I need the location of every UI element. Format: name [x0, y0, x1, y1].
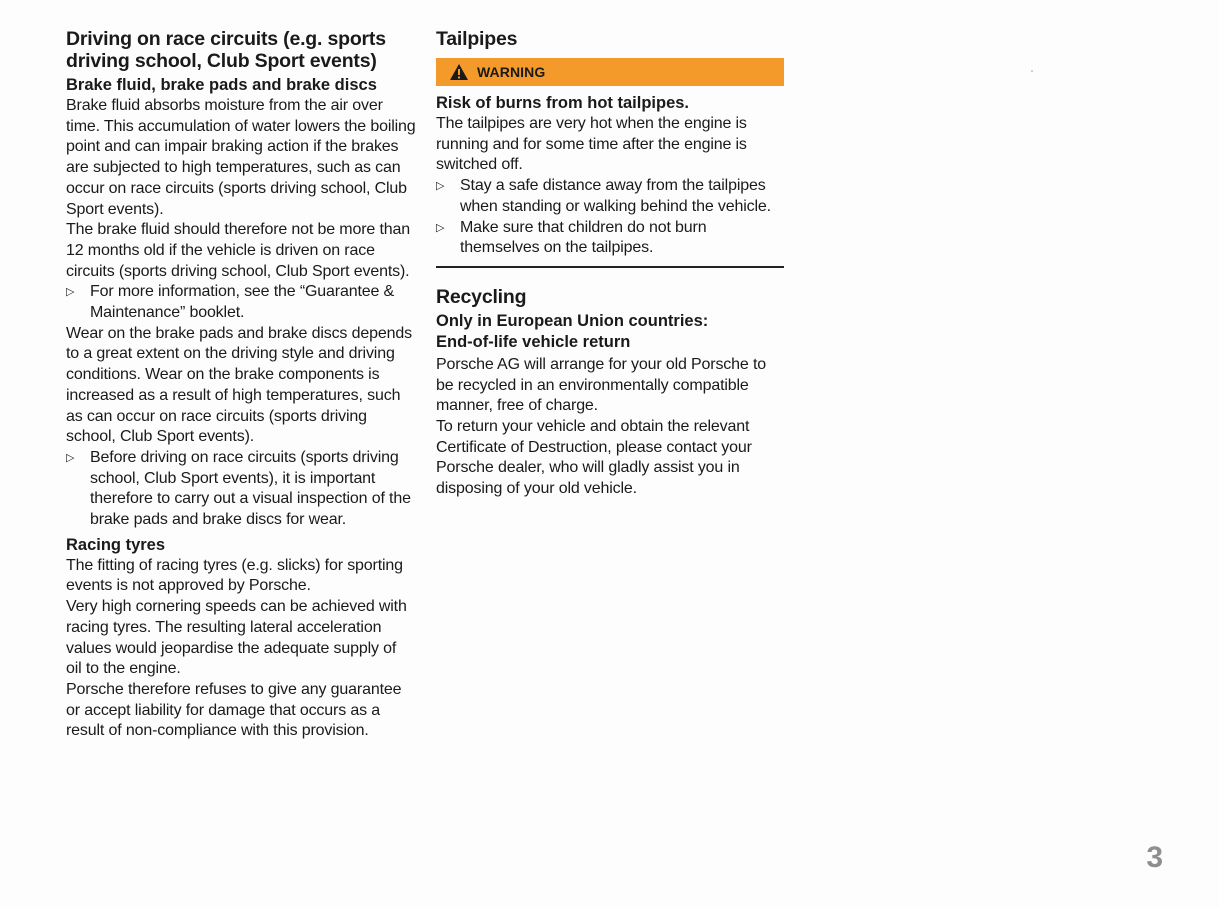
- tyres-paragraph-2: Very high cornering speeds can be achieved with racing tyres. The resulting lateral acceleration values would jeopardise the adequate supply of oil to the engine.: [66, 598, 407, 678]
- tyres-paragraph-1: The fitting of racing tyres (e.g. slicks) for sporting events is not approved by Porsche.: [66, 556, 403, 595]
- tailpipes-title: Tailpipes: [436, 28, 518, 50]
- bullet-triangle-icon: ▷: [436, 221, 445, 234]
- eu-countries-heading: Only in European Union countries:: [436, 311, 709, 330]
- scan-speck: [1031, 70, 1033, 72]
- tailpipes-paragraph-1: The tailpipes are very hot when the engine is running and for some time after the engine is switched off.: [436, 115, 747, 174]
- bullet-triangle-icon: ▷: [66, 286, 75, 299]
- brake-paragraph-3: Wear on the brake pads and brake discs depends to a great extent on the driving style and driving conditions. Wear on the brake components is increased as a result of high temperatures, such as can occur on race circuits (sports driving school, Club Sport events).: [66, 324, 412, 446]
- bullet-text: Make sure that children do not burn themselves on the tailpipes.: [460, 218, 707, 257]
- warning-triangle-icon: [449, 63, 469, 81]
- brake-paragraph-2: The brake fluid should therefore not be more than 12 months old if the vehicle is driven on race circuits (sports driving school, Club Sport events).: [66, 221, 410, 280]
- tailpipes-bullet-1: [436, 176, 784, 217]
- recycling-paragraph-1: Porsche AG will arrange for your old Porsche to be recycled in an environmentally compatible manner, free of charge.: [436, 355, 766, 415]
- risk-heading: Risk of burns from hot tailpipes.: [436, 94, 690, 112]
- tyres-paragraph-3: Porsche therefore refuses to give any guarantee or accept liability for damage that occurs as a result of non-compliance with this provision.: [66, 680, 402, 740]
- recycling-paragraph-2: To return your vehicle and obtain the relevant Certificate of Destruction, please contact your Porsche dealer, who will gladly assist you in disposing of your old vehicle.: [436, 418, 752, 498]
- end-of-life-heading: End-of-life vehicle return: [436, 332, 631, 351]
- tailpipes-bullet-2: [436, 218, 784, 259]
- recycling-title: Recycling: [436, 285, 527, 308]
- brake-paragraph-1: Brake fluid absorbs moisture from the air over time. This accumulation of water lowers the boiling point and can impair braking action if the brakes are subjected to high temperatures, such as can occur on race circuits (sports driving school, Club Sport events).: [66, 97, 416, 218]
- warning-end-divider: [436, 266, 784, 268]
- brake-heading: Brake fluid, brake pads and brake discs: [66, 76, 377, 94]
- warning-label: WARNING: [477, 64, 546, 80]
- page-number: 3: [1146, 841, 1163, 874]
- bullet-triangle-icon: ▷: [436, 180, 445, 193]
- warning-banner: [436, 58, 784, 86]
- bullet-text: Before driving on race circuits (sports driving school, Club Sport events), it is important therefore to carry out a visual inspection of the brake pads and brake discs for wear.: [90, 448, 411, 529]
- bullet-text: Stay a safe distance away from the tailpipes when standing or walking behind the vehicle.: [460, 177, 771, 215]
- right-column: [436, 28, 784, 500]
- race-circuits-title: Driving on race circuits (e.g. sports driving school, Club Sport events): [66, 28, 386, 72]
- left-column: [66, 28, 416, 742]
- brake-bullet-2: [66, 448, 416, 531]
- racing-tyres-heading: Racing tyres: [66, 535, 166, 554]
- brake-bullet-1: [66, 282, 416, 323]
- bullet-triangle-icon: ▷: [66, 451, 75, 464]
- bullet-text: For more information, see the “Guarantee & Maintenance” booklet.: [90, 283, 395, 322]
